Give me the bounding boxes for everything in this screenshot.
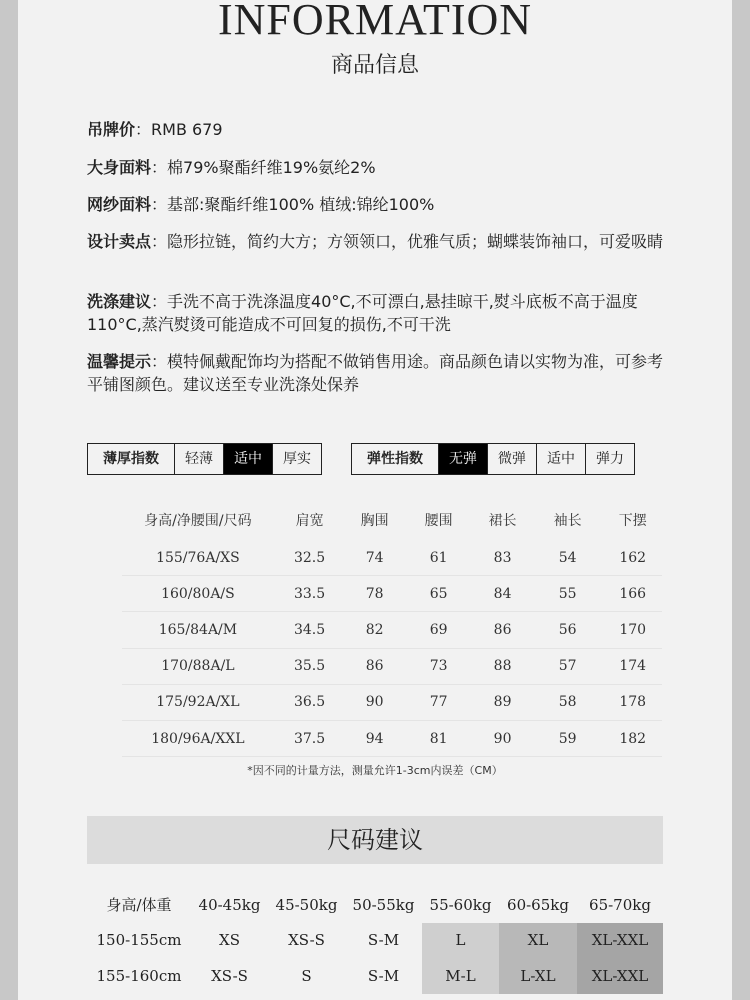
elasticity-option-none: 无弹 — [438, 444, 487, 474]
thickness-option-thick: 厚实 — [272, 444, 321, 474]
table-cell: 155/76A/XS — [122, 540, 274, 576]
table-row — [122, 540, 662, 576]
table-cell: L — [422, 923, 499, 959]
info-value: ：棉79%聚酯纤维19%氨纶2% — [151, 158, 376, 177]
col-header: 袖长 — [553, 513, 582, 529]
table-cell: 165/84A/M — [122, 612, 274, 648]
thickness-option-light: 轻薄 — [174, 444, 223, 474]
table-cell: 32.5 — [274, 540, 346, 576]
table-row — [122, 612, 662, 648]
table-cell: S-M — [367, 966, 400, 985]
col-header: 身高/净腰围/尺码 — [144, 513, 252, 529]
table-row — [122, 576, 662, 612]
table-cell: 37.5 — [274, 720, 346, 756]
table-row — [122, 684, 662, 720]
table-cell: XL — [499, 923, 577, 959]
elasticity-option-slight: 微弹 — [487, 444, 536, 474]
info-key: 大身面料 — [87, 158, 152, 177]
thickness-index — [87, 443, 322, 475]
table-cell: 73 — [404, 648, 473, 684]
col-header: 身高/体重 — [106, 896, 172, 915]
table-cell: L-XL — [499, 958, 577, 994]
col-header: 40-45kg — [198, 895, 261, 914]
product-info-page — [18, 0, 732, 1000]
info-tips — [87, 350, 667, 396]
table-cell: 65 — [404, 576, 473, 612]
elasticity-option-medium: 适中 — [536, 444, 585, 474]
table-cell: 35.5 — [274, 648, 346, 684]
table-cell: 78 — [345, 576, 404, 612]
table-cell: 86 — [345, 648, 404, 684]
size-recommend-title: 尺码建议 — [87, 816, 663, 864]
elasticity-option-stretch: 弹力 — [585, 444, 634, 474]
info-key: 温馨提示 — [87, 352, 152, 371]
table-cell: 174 — [603, 648, 662, 684]
title-en: INFORMATION — [217, 0, 533, 44]
title-cn: 商品信息 — [330, 53, 419, 78]
table-cell: 162 — [603, 540, 662, 576]
elasticity-index — [351, 443, 635, 475]
table-cell: S — [301, 966, 312, 985]
info-value: ：模特佩戴配饰均为搭配不做销售用途。商品颜色请以实物为准，可参考平铺图颜色。建议送至专业洗涤处保养 — [87, 352, 664, 394]
table-cell: 58 — [532, 684, 604, 720]
size-table — [122, 500, 662, 757]
info-value: ：隐形拉链，简约大方；方领领口，优雅气质；蝴蝶装饰袖口，可爱吸睛 — [151, 232, 664, 251]
info-value: ：RMB 679 — [135, 120, 223, 139]
table-cell: 36.5 — [274, 684, 346, 720]
table-cell: 55 — [532, 576, 604, 612]
table-cell: 56 — [532, 612, 604, 648]
table-cell: 82 — [345, 612, 404, 648]
table-cell: 69 — [404, 612, 473, 648]
info-key: 吊牌价 — [87, 120, 136, 139]
table-cell: XL-XXL — [577, 923, 663, 959]
table-cell: 33.5 — [274, 576, 346, 612]
col-header: 下摆 — [618, 513, 647, 529]
info-design — [87, 230, 667, 253]
col-header: 胸围 — [360, 513, 389, 529]
info-washing — [87, 290, 667, 336]
thickness-label: 薄厚指数 — [103, 451, 159, 467]
table-cell: XS-S — [211, 966, 248, 985]
table-cell: 77 — [404, 684, 473, 720]
table-cell: 170/88A/L — [122, 648, 274, 684]
table-cell: 74 — [345, 540, 404, 576]
table-cell: 150-155cm — [96, 931, 182, 950]
table-cell: 90 — [473, 720, 532, 756]
table-cell: XL-XXL — [577, 958, 663, 994]
table-cell: M-L — [422, 958, 499, 994]
table-row — [87, 923, 663, 959]
table-cell: 57 — [532, 648, 604, 684]
col-header: 65-70kg — [589, 895, 651, 914]
info-body-fabric — [87, 156, 667, 179]
table-row — [87, 958, 663, 994]
col-header: 肩宽 — [295, 513, 324, 529]
col-header: 45-50kg — [275, 895, 338, 914]
info-value: ：基部:聚酯纤维100% 植绒:锦纶100% — [151, 195, 435, 214]
table-cell: 54 — [532, 540, 604, 576]
col-header: 55-60kg — [429, 895, 492, 914]
info-key: 网纱面料 — [87, 195, 152, 214]
table-cell: 89 — [473, 684, 532, 720]
col-header: 50-55kg — [352, 895, 415, 914]
col-header: 裙长 — [488, 513, 517, 529]
table-cell: 178 — [603, 684, 662, 720]
table-cell: 59 — [532, 720, 604, 756]
size-table-header — [122, 500, 662, 540]
table-cell: 88 — [473, 648, 532, 684]
table-row — [122, 648, 662, 684]
table-cell: XS-S — [288, 931, 325, 950]
col-header: 60-65kg — [507, 895, 569, 914]
col-header: 腰围 — [424, 513, 453, 529]
elasticity-label: 弹性指数 — [367, 451, 423, 467]
info-key: 设计卖点 — [87, 232, 152, 251]
size-recommend-table — [87, 887, 663, 994]
table-cell: 86 — [473, 612, 532, 648]
table-cell: 160/80A/S — [122, 576, 274, 612]
table-row — [122, 720, 662, 756]
table-cell: 90 — [345, 684, 404, 720]
table-cell: 155-160cm — [96, 966, 182, 985]
info-mesh-fabric — [87, 193, 667, 216]
thickness-option-medium: 适中 — [223, 444, 272, 474]
table-cell: 175/92A/XL — [122, 684, 274, 720]
measurement-note: *因不同的计量方法，测量允许1-3cm内误差（CM） — [247, 764, 503, 777]
table-cell: 182 — [603, 720, 662, 756]
table-cell: 34.5 — [274, 612, 346, 648]
info-value: ：手洗不高于洗涤温度40°C,不可漂白,悬挂晾干,熨斗底板不高于温度110°C,蒸汽熨烫可能造成不可回复的损伤,不可干洗 — [87, 292, 638, 334]
table-cell: XS — [219, 931, 240, 950]
table-cell: 83 — [473, 540, 532, 576]
table-cell: 84 — [473, 576, 532, 612]
info-key: 洗涤建议 — [87, 292, 152, 311]
table-cell: S-M — [367, 931, 400, 950]
table-cell: 61 — [404, 540, 473, 576]
table-cell: 170 — [603, 612, 662, 648]
table-cell: 166 — [603, 576, 662, 612]
recommend-header — [87, 887, 663, 923]
info-price — [87, 118, 667, 141]
table-cell: 94 — [345, 720, 404, 756]
table-cell: 180/96A/XXL — [122, 720, 274, 756]
table-cell: 81 — [404, 720, 473, 756]
